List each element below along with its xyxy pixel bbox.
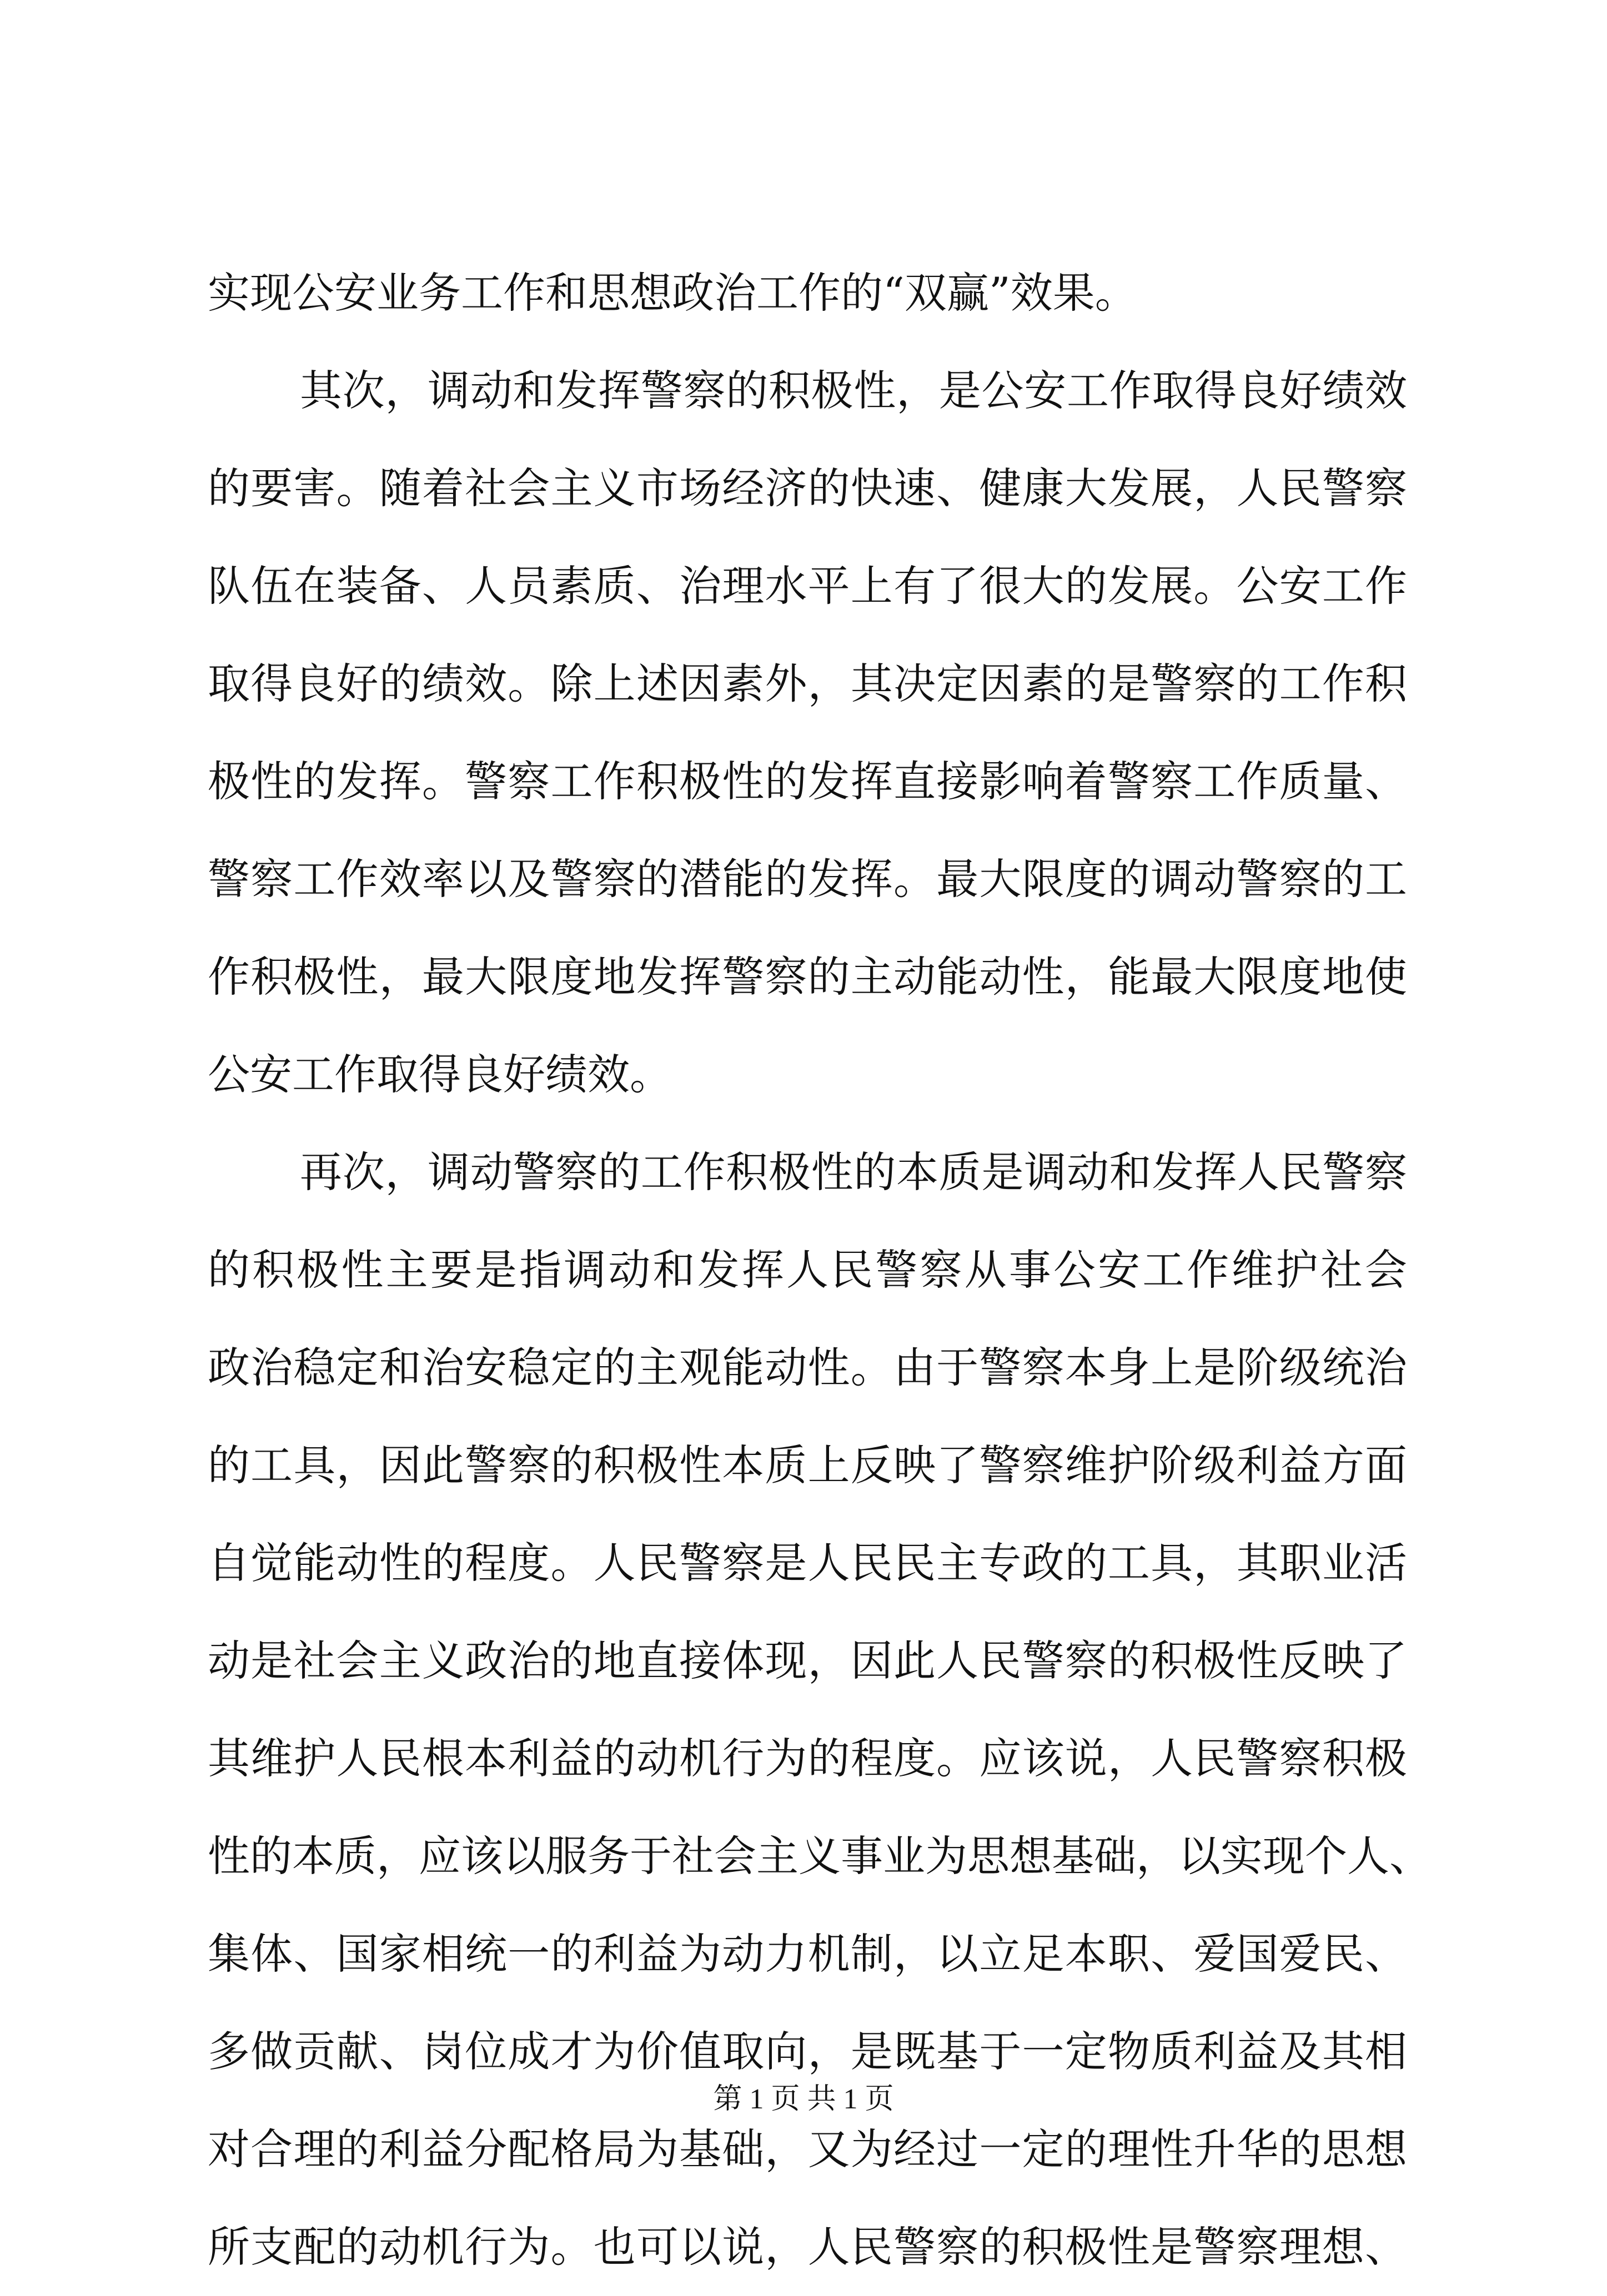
text-line: 的积极性主要是指调动和发挥人民警察从事公安工作维护社会 bbox=[208, 1245, 1407, 1295]
text-line: 实现公安业务工作和思想政治工作的“双赢”效果。 bbox=[208, 268, 1137, 318]
text-line: 自觉能动性的程度。人民警察是人民民主专政的工具，其职业活 bbox=[208, 1538, 1407, 1588]
body-text bbox=[208, 244, 1432, 2296]
text-line: 的要害。随着社会主义市场经济的快速、健康大发展，人民警察 bbox=[208, 464, 1407, 513]
text-line: 的工具，因此警察的积极性本质上反映了警察维护阶级利益方面 bbox=[208, 1441, 1407, 1490]
text-line: 集体、国家相统一的利益为动力机制，以立足本职、爱国爱民、 bbox=[208, 1929, 1407, 1978]
text-line: 警察工作效率以及警察的潜能的发挥。最大限度的调动警察的工 bbox=[208, 854, 1407, 904]
text-line: 对合理的利益分配格局为基础，又为经过一定的理性升华的思想 bbox=[208, 2124, 1407, 2174]
text-line: 公安工作取得良好绩效。 bbox=[208, 1050, 672, 1099]
text-line: 作积极性，最大限度地发挥警察的主动能动性，能最大限度地使 bbox=[208, 952, 1407, 1001]
text-line: 所支配的动机行为。也可以说，人民警察的积极性是警察理想、 bbox=[208, 2222, 1407, 2272]
page-number-label: 第 1 页 共 1 页 bbox=[713, 2083, 894, 2115]
paragraph-start-line: 再次，调动警察的工作积极性的本质是调动和发挥人民警察 bbox=[300, 1147, 1407, 1197]
text-line: 多做贡献、岗位成才为价值取向，是既基于一定物质利益及其相 bbox=[208, 2027, 1407, 2076]
text-line: 其维护人民根本利益的动机行为的程度。应该说，人民警察积极 bbox=[208, 1734, 1407, 1783]
text-line: 政治稳定和治安稳定的主观能动性。由于警察本身上是阶级统治 bbox=[208, 1343, 1407, 1392]
paragraph-start-line: 其次，调动和发挥警察的积极性，是公安工作取得良好绩效 bbox=[300, 366, 1407, 415]
text-line: 极性的发挥。警察工作积极性的发挥直接影响着警察工作质量、 bbox=[208, 757, 1407, 806]
page-footer bbox=[0, 2077, 1607, 2122]
text-line: 动是社会主义政治的地直接体现，因此人民警察的积极性反映了 bbox=[208, 1636, 1407, 1685]
text-line: 取得良好的绩效。除上述因素外，其决定因素的是警察的工作积 bbox=[208, 659, 1407, 708]
text-line: 队伍在装备、人员素质、治理水平上有了很大的发展。公安工作 bbox=[208, 561, 1407, 611]
text-line: 性的本质，应该以服务于社会主义事业为思想基础，以实现个人、 bbox=[208, 1831, 1432, 1881]
